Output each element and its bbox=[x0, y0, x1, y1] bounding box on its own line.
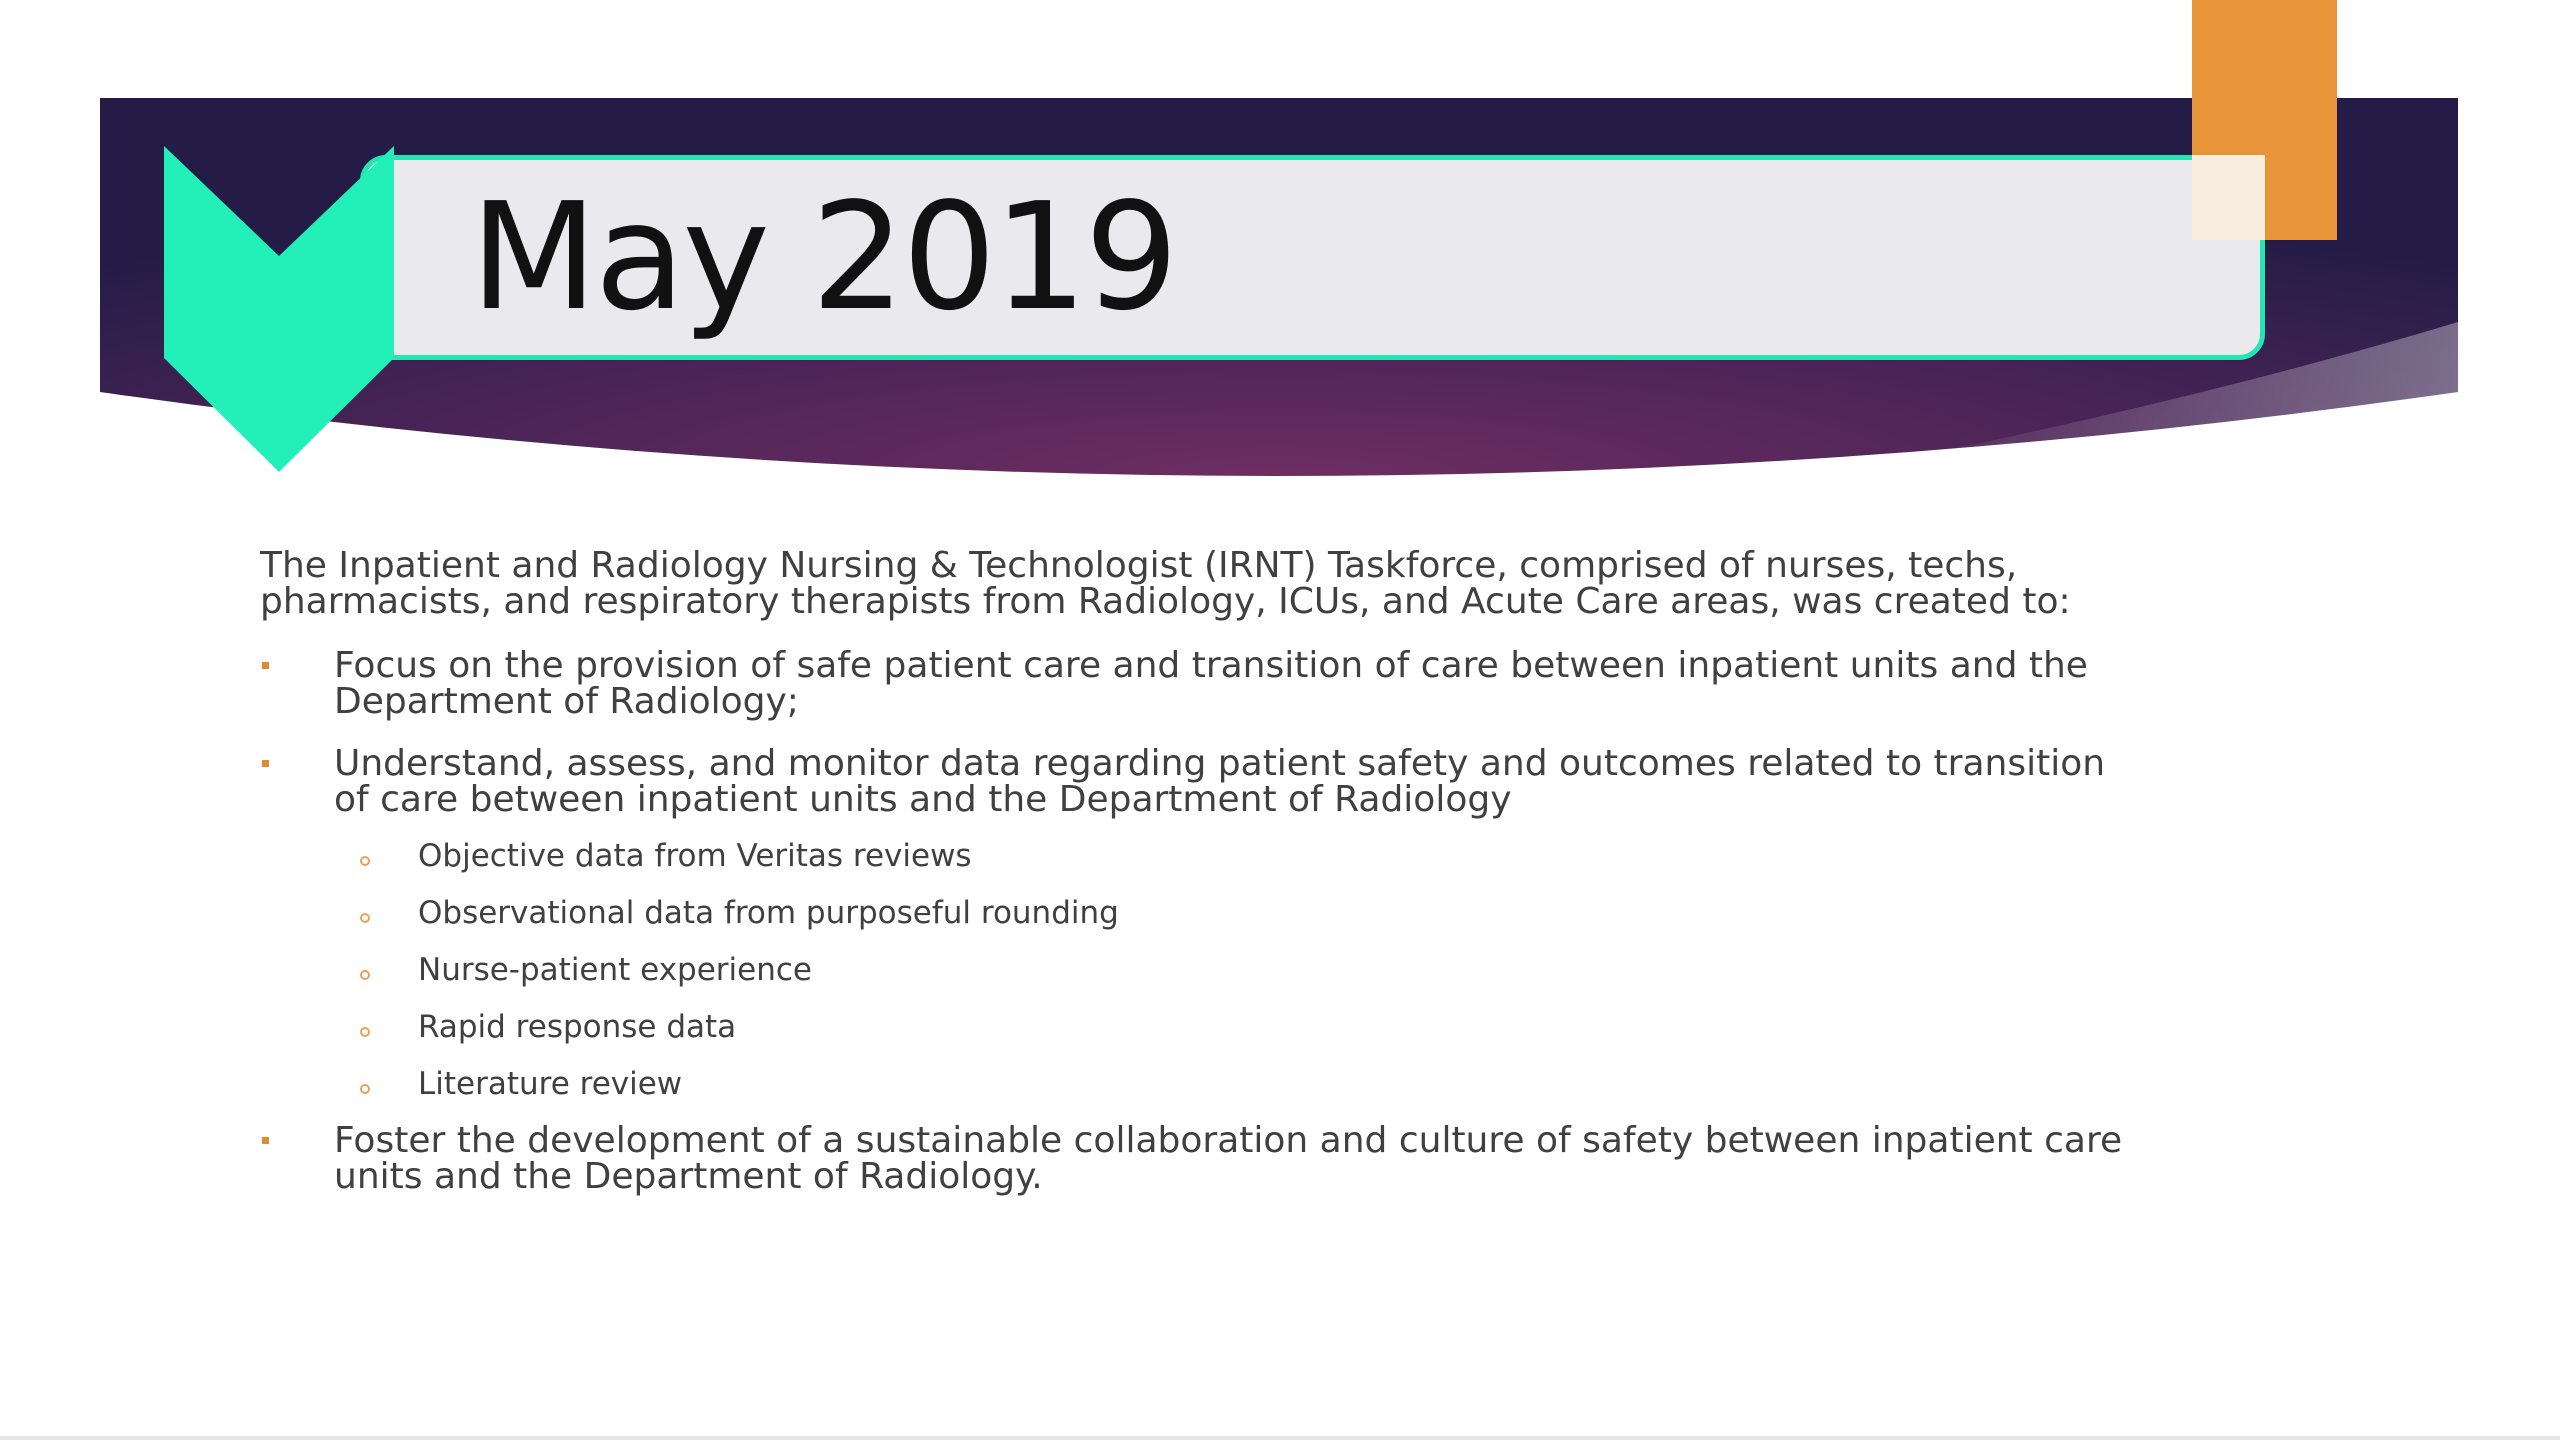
bullet-text: Focus on the provision of safe patient care and transition of care between inpatient units and the Department of Radiology; bbox=[334, 645, 2088, 722]
sub-bullet-text: Observational data from purposeful rounding bbox=[418, 895, 1119, 931]
slide-title: May 2019 bbox=[470, 171, 1176, 343]
sub-bullet-item bbox=[260, 952, 2140, 988]
sub-bullet-text: Literature review bbox=[418, 1066, 683, 1102]
sub-bullet-text: Objective data from Veritas reviews bbox=[418, 838, 972, 874]
ring-bullet-icon bbox=[360, 913, 370, 923]
bullet-item bbox=[260, 645, 2140, 722]
sub-bullet-item bbox=[260, 895, 2140, 931]
bullet-text: Understand, assess, and monitor data regarding patient safety and outcomes related to transition of care between inpatient units and the Department of Radiology bbox=[334, 743, 2106, 820]
slide-body bbox=[260, 545, 2140, 1221]
bullet-item bbox=[260, 1120, 2140, 1197]
square-bullet-icon bbox=[262, 662, 269, 669]
bottom-divider bbox=[0, 1436, 2560, 1440]
bullet-item bbox=[260, 743, 2140, 820]
ring-bullet-icon bbox=[360, 1027, 370, 1037]
sub-bullet-text: Rapid response data bbox=[418, 1009, 737, 1045]
sub-bullet-item bbox=[260, 1066, 2140, 1102]
chevron-down-icon bbox=[164, 146, 394, 472]
ring-bullet-icon bbox=[360, 1084, 370, 1094]
intro-paragraph: The Inpatient and Radiology Nursing & Technologist (IRNT) Taskforce, comprised of nurses, techs, pharmacists, and respiratory therapists from Radiology, ICUs, and Acute Care areas, was created to: bbox=[260, 545, 2071, 622]
orange-tab-overlap bbox=[2192, 155, 2265, 240]
square-bullet-icon bbox=[262, 760, 269, 767]
ring-bullet-icon bbox=[360, 856, 370, 866]
sub-bullet-item bbox=[260, 1009, 2140, 1045]
bullet-text: Foster the development of a sustainable collaboration and culture of safety between inpatient care units and the Department of Radiology. bbox=[334, 1120, 2123, 1197]
square-bullet-icon bbox=[262, 1137, 269, 1144]
sub-bullet-text: Nurse-patient experience bbox=[418, 952, 812, 988]
sub-bullet-item bbox=[260, 838, 2140, 874]
ring-bullet-icon bbox=[360, 970, 370, 980]
sub-bullet-list bbox=[260, 838, 2140, 1102]
